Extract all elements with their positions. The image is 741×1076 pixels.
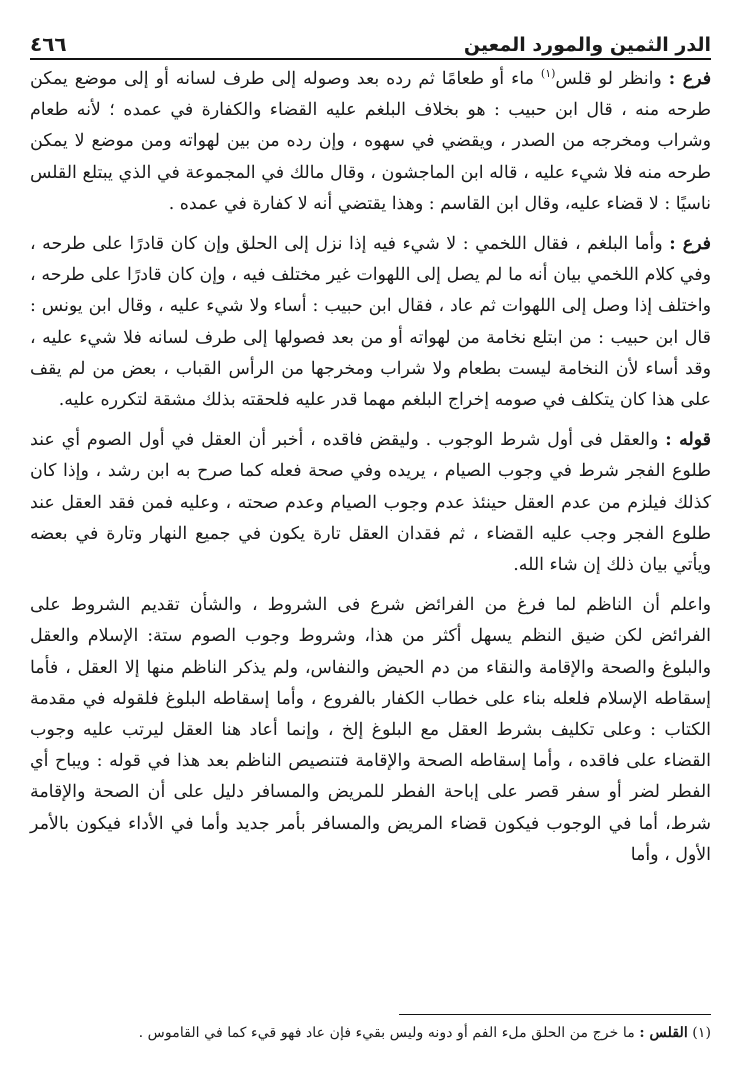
paragraph-text: وأما البلغم ، فقال اللخمي : لا شيء فيه إذا نزل إلى الحلق وإن كان قادرًا على طرحه ، وفي كلام اللخمي بيان أنه ما لم يصل إلى اللهوات غير مختلف فيه ، وإن كان قادرًا على طرحه ، واختلف إذا وصل إلى اللهوات ثم عاد ، فقال ابن حبيب : أساء ولا شيء عليه ، وقال ابن يونس : قال ابن حبيب : من ابتلع نخامة من لهواته أو من بعد فصولها إلى طرف لسانه فلا شيء عليه ، وقد أساء لأن النخامة ليست بطعام ولا شراب ومخرجها من الرأس القباب ، بعض من لم يقف على هذا كان يتكلف في صومه إخراج البلغم مهما قدر عليه فلحقته بذلك مشقة لتكرره عليه. xyxy=(30,234,711,411)
footnote-text: ما خرج من الحلق ملء الفم أو دونه وليس بقيء فإن عاد فهو قيء كما في القاموس . xyxy=(138,1025,640,1041)
main-text xyxy=(30,64,711,880)
paragraph-lead: فرع : xyxy=(668,69,712,89)
page-number: ٤٦٦ xyxy=(30,32,67,56)
footnote-label: القلس : xyxy=(639,1025,688,1041)
footnote xyxy=(30,1022,711,1044)
paragraph-text: وانظر لو قلس xyxy=(555,69,669,89)
paragraph-text: والعقل فى أول شرط الوجوب . وليقض فاقده ، أخبر أن العقل في أول الصوم أي عند طلوع الفجر شرط في وجوب الصيام ، يريده وفي صحة فعله كما صرح به ابن رشد ، وإذا كان كذلك فيلزم من عدم العقل حينئذ عدم وجوب الصيام وعدم صحته ، وعليه فمن فقد العقل عند طلوع الفجر وجب عليه القضاء ، ثم فقدان العقل تارة يكون في جميع النهار وتارة في بعضه ويأتي بيان ذلك إن شاء الله. xyxy=(30,430,711,576)
paragraph-lead: فرع : xyxy=(669,234,711,255)
paragraph-text: واعلم أن الناظم لما فرغ من الفرائض شرع فى الشروط ، والشأن تقديم الشروط على الفرائض لكن ضيق النظم يسهل أكثر من هذا، وشروط وجوب الصوم ستة: الإسلام والعقل والبلوغ والصحة والإقامة والنقاء من دم الحيض والنفاس، ولم يذكر الناظم منها إلا العقل ، فأما إسقاطه الإسلام فلعله بناء على خطاب الكفار بالفروع ، وأما إسقاطه البلوغ فلقوله في مقدمة الكتاب : وعلى تكليف بشرط العقل مع البلوغ إلخ ، وإنما أعاد هنا العقل ليرتب عليه وجوب القضاء على فاقده ، وأما إسقاطه الصحة والإقامة فتنصيص الناظم بعد هذا في قوله : ويباح أي الفطر لضر أو سفر قصر على إباحة الفطر للمريض والمسافر دليل على أن الصحة والإقامة شرط، أما في الوجوب فيكون قضاء المريض والمسافر بأمر جديد وأما في الأداء فيكون بالأمر الأول ، وأما xyxy=(30,595,711,865)
paragraph-qawluhu xyxy=(30,425,711,581)
footnote-divider xyxy=(399,1014,711,1015)
paragraph-lead: قوله : xyxy=(665,430,711,451)
paragraph-far-qals xyxy=(30,64,711,220)
footnote-marker: (١) xyxy=(692,1025,711,1041)
paragraph-far-balgham xyxy=(30,229,711,416)
book-title: الدر الثمين والمورد المعين xyxy=(463,34,711,56)
paragraph-text: ماء أو طعامًا ثم رده بعد وصوله إلى طرف لسانه أو إلى موضع يمكن طرحه منه ، قال ابن حبيب : هو بخلاف البلغم عليه القضاء والكفارة في عمده ؛ لأنه طعام وشراب ومخرجه من الصدر ، ويقضي في سهوه ، وإن رده من بين لهواته ومن موضع لا يمكن طرحه منه فلا شيء عليه ، قاله ابن الماجشون ، وقال مالك في المجموعة في الذي يبتلع القلس ناسيًا : لا قضاء عليه، وقال ابن القاسم : وهذا يقتضي أنه لا كفارة في عمده . xyxy=(30,69,711,214)
paragraph-waalam xyxy=(30,590,711,871)
page-header xyxy=(30,26,711,60)
footnote-reference[interactable]: (١) xyxy=(540,67,556,81)
